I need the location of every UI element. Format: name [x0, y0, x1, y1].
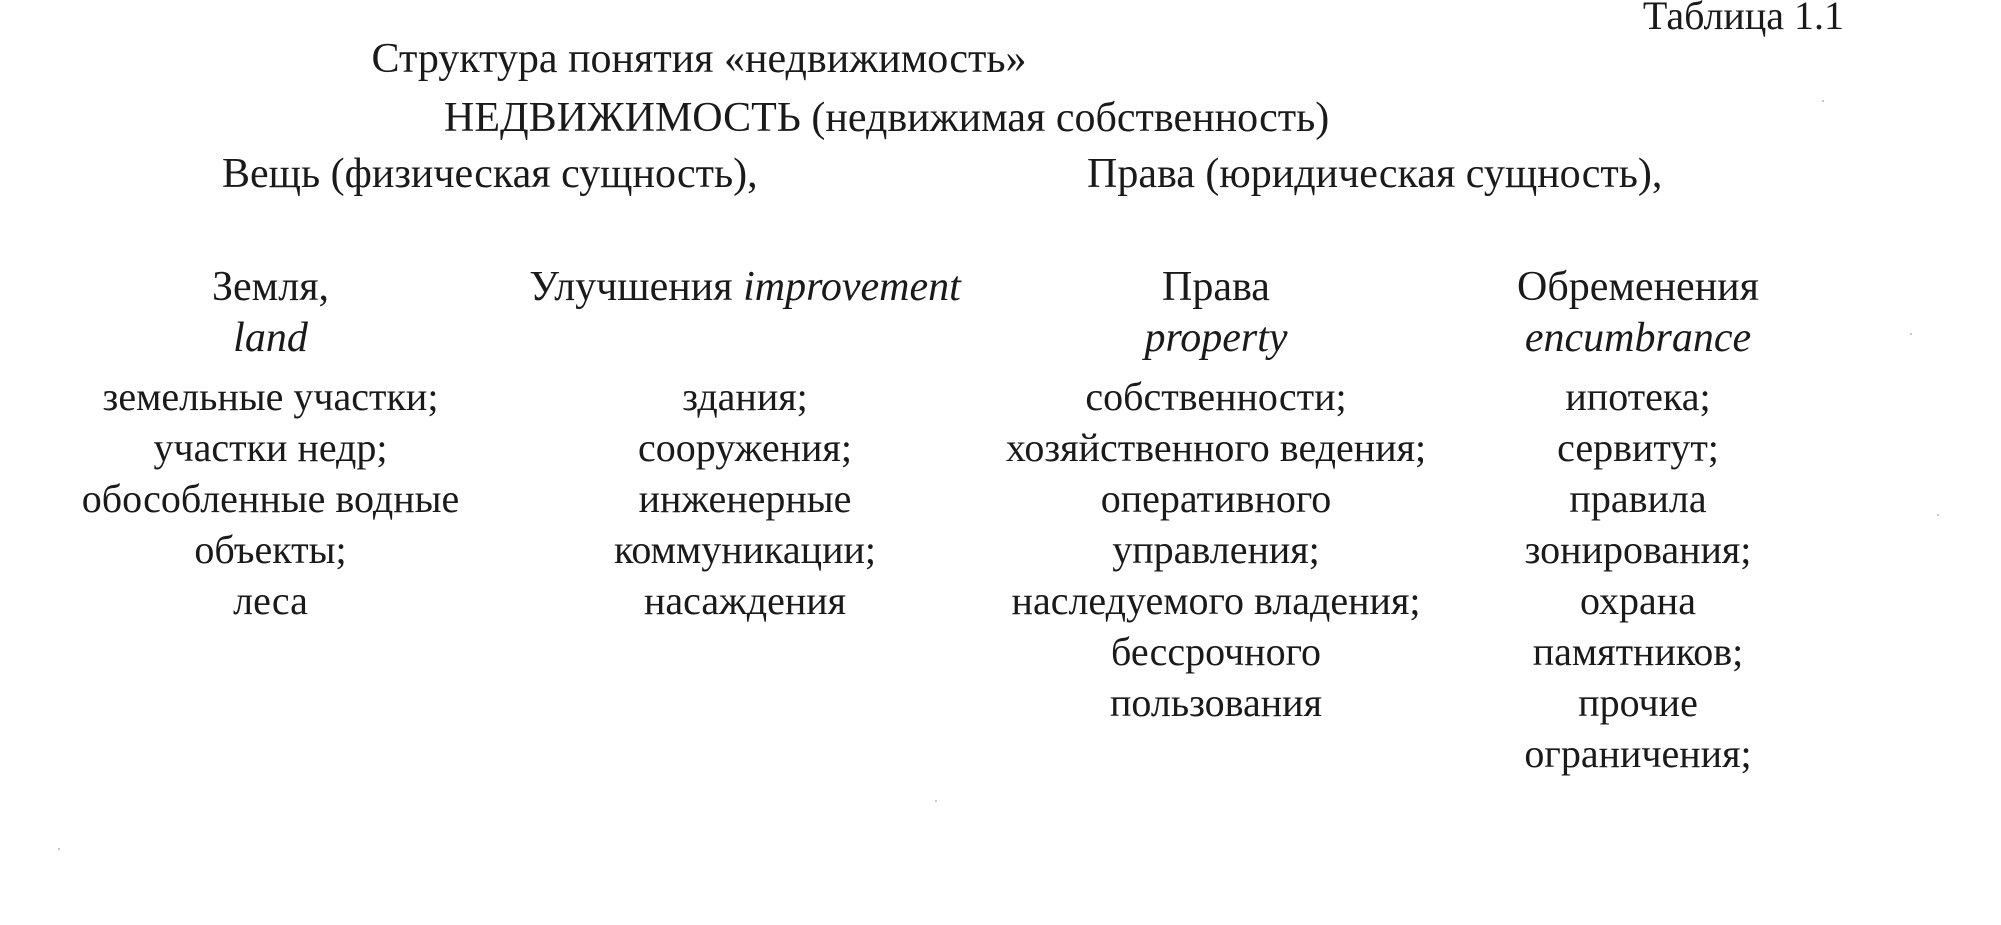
column-english-encumbrance: encumbrance: [1524, 315, 1752, 361]
column-improvements: [506, 262, 984, 626]
column-items-improvements: [506, 371, 984, 626]
scan-speck: [1910, 333, 1912, 335]
list-item: земельные участки;: [102, 374, 439, 419]
scan-speck: [1937, 514, 1939, 516]
column-header-improvements-ru: Улучшения: [529, 264, 733, 310]
list-item: объекты;: [194, 527, 347, 572]
table-title: Структура понятия «недвижимость»: [371, 36, 1027, 82]
list-item: правила: [1569, 476, 1707, 521]
list-item: обособленные водные: [81, 476, 460, 521]
list-item: охрана: [1580, 578, 1696, 623]
table-number-label: Таблица 1.1: [1642, 0, 1844, 38]
list-item: инженерные: [638, 476, 852, 521]
list-item: управления;: [1112, 527, 1320, 572]
list-item: насаждения: [643, 578, 847, 623]
column-land: [48, 262, 493, 626]
group-heading-physical: Вещь (физическая сущность),: [222, 151, 758, 197]
list-item: здания;: [682, 374, 808, 419]
list-item: пользования: [1110, 680, 1322, 725]
list-item: коммуникации;: [614, 527, 876, 572]
list-item: наследуемого владения;: [1011, 578, 1421, 623]
scan-speck: [58, 848, 60, 850]
group-heading-legal: Права (юридическая сущность),: [1087, 151, 1663, 197]
list-item: участки недр;: [153, 425, 388, 470]
column-property: [985, 262, 1447, 728]
list-item: прочие: [1578, 680, 1698, 725]
column-english-improvements: improvement: [743, 264, 961, 310]
column-header-improvements: [506, 262, 984, 313]
list-item: леса: [233, 578, 308, 623]
column-encumbrance: [1481, 262, 1795, 779]
column-header-encumbrance: Обременения: [1517, 264, 1759, 310]
list-item: хозяйственного ведения;: [1005, 425, 1427, 470]
list-item: бессрочного: [1111, 629, 1321, 674]
scan-speck: [1822, 100, 1824, 102]
list-item: зонирования;: [1524, 527, 1752, 572]
column-items-property: [985, 371, 1447, 728]
list-item: сооружения;: [638, 425, 852, 470]
column-header-land: Земля,: [211, 264, 330, 310]
list-item: сервитут;: [1557, 425, 1719, 470]
table-subtitle: НЕДВИЖИМОСТЬ (недвижимая собственность): [444, 95, 1330, 141]
list-item: оперативного: [1100, 476, 1332, 521]
list-item: ипотека;: [1565, 374, 1711, 419]
column-header-property: Права: [1162, 264, 1270, 310]
column-english-land: land: [233, 315, 308, 361]
list-item: ограничения;: [1524, 731, 1752, 776]
scan-speck: [935, 800, 937, 802]
column-items-encumbrance: [1481, 371, 1795, 779]
list-item: собственности;: [1085, 374, 1347, 419]
column-english-property: property: [1144, 315, 1288, 361]
column-items-land: [48, 371, 493, 626]
list-item: памятников;: [1532, 629, 1744, 674]
